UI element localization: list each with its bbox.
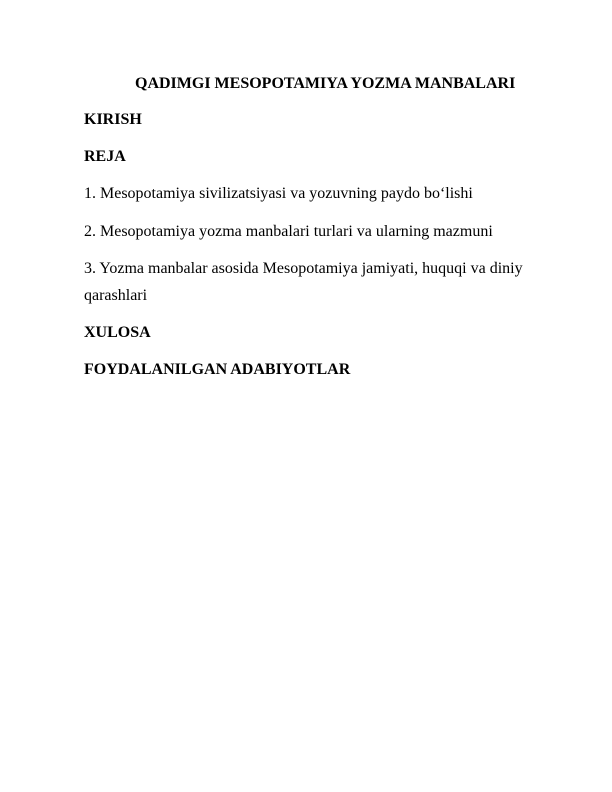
section-heading-plan: REJA — [84, 148, 126, 165]
section-heading-conclusion: XULOSA — [84, 324, 151, 341]
plan-item-3: 3. Yozma manbalar asosida Mesopotamiya jamiyati, huquqi va diniy — [84, 260, 523, 277]
section-heading-intro: KIRISH — [84, 111, 142, 128]
plan-item-3-continuation: qarashlari — [84, 287, 148, 304]
plan-item-1: 1. Mesopotamiya sivilizatsiyasi va yozuvning paydo bo‘lishi — [84, 185, 473, 202]
plan-item-2: 2. Mesopotamiya yozma manbalari turlari va ularning mazmuni — [84, 223, 493, 240]
document-title: QADIMGI MESOPOTAMIYA YOZMA MANBALARI — [135, 75, 516, 92]
section-heading-references: FOYDALANILGAN ADABIYOTLAR — [84, 361, 351, 378]
